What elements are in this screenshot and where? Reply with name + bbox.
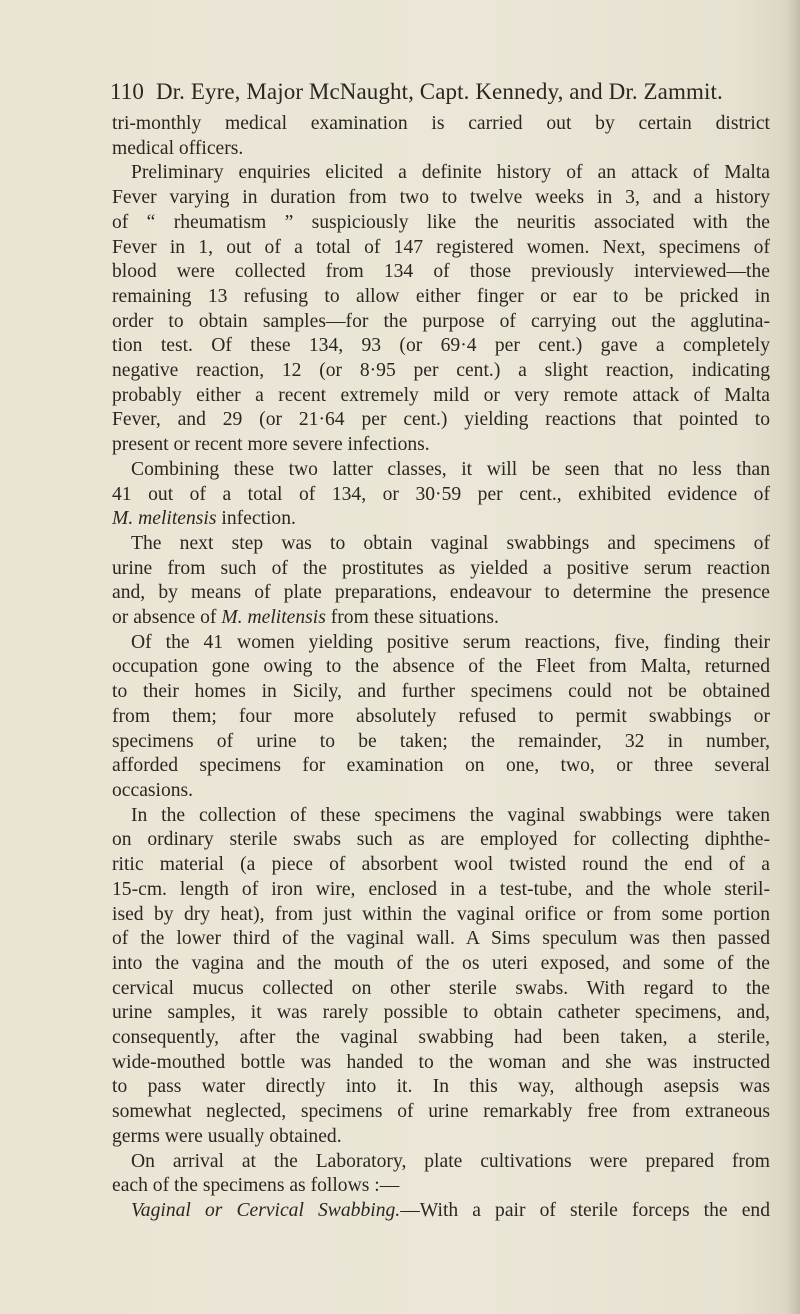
text-segment: present or recent more severe infections. xyxy=(112,434,430,456)
text-segment: to pass water directly into it. In this way, although asepsis was xyxy=(112,1076,770,1098)
text-segment: In the collection of these specimens the vaginal swabbings were taken xyxy=(131,804,770,826)
text-line xyxy=(112,1026,770,1051)
text-line xyxy=(112,384,770,409)
text-segment: from them; four more absolutely refused to permit swabbings or xyxy=(112,705,770,727)
text-segment: remaining 13 refusing to allow either finger or ear to be pricked in xyxy=(112,285,770,307)
text-segment: —With a pair of sterile forceps the end xyxy=(400,1199,770,1221)
text-segment: consequently, after the vaginal swabbing had been taken, a sterile, xyxy=(112,1027,770,1049)
italic-text: M. melitensis xyxy=(112,508,217,530)
text-segment: 15-cm. length of iron wire, enclosed in a test-tube, and the whole steril- xyxy=(112,878,770,900)
text-segment: from these situations. xyxy=(325,607,499,629)
text-segment: Fever in 1, out of a total of 147 registered women. Next, specimens of xyxy=(112,236,770,258)
text-line xyxy=(112,285,770,310)
text-line xyxy=(112,1075,770,1100)
text-segment: On arrival at the Laboratory, plate cultivations were prepared from xyxy=(131,1150,770,1172)
text-segment: or absence of xyxy=(112,607,222,629)
text-line xyxy=(112,1174,770,1199)
text-segment: into the vagina and the mouth of the os uteri exposed, and some of the xyxy=(112,952,770,974)
running-head xyxy=(110,78,770,106)
text-line xyxy=(112,260,770,285)
text-segment: 41 out of a total of 134, or 30·59 per cent., exhibited evidence of xyxy=(112,483,770,505)
text-segment: and, by means of plate preparations, endeavour to determine the presence xyxy=(112,582,770,604)
text-segment: Of the 41 women yielding positive serum reactions, five, finding their xyxy=(131,631,770,653)
text-line xyxy=(112,433,770,458)
text-line xyxy=(112,1150,770,1175)
text-segment: tri-monthly medical examination is carried out by certain district xyxy=(112,113,770,134)
text-line xyxy=(112,655,770,680)
text-line xyxy=(112,1199,770,1224)
text-line xyxy=(112,1051,770,1076)
text-segment: specimens of urine to be taken; the remainder, 32 in number, xyxy=(112,730,770,752)
text-line xyxy=(112,137,770,162)
text-segment: medical officers. xyxy=(112,137,244,159)
text-segment: to their homes in Sicily, and further specimens could not be obtained xyxy=(112,681,770,703)
text-segment: afforded specimens for examination on one, two, or three several xyxy=(112,755,770,777)
text-line xyxy=(112,828,770,853)
text-line xyxy=(112,507,770,532)
text-line xyxy=(112,730,770,755)
text-line xyxy=(112,680,770,705)
text-segment: urine from such of the prostitutes as yielded a positive serum reaction xyxy=(112,557,770,579)
text-segment: Fever varying in duration from two to twelve weeks in 3, and a history xyxy=(112,187,770,209)
text-line xyxy=(112,334,770,359)
text-segment: Combining these two latter classes, it will be seen that no less than xyxy=(131,458,770,480)
italic-text: M. melitensis xyxy=(221,607,326,629)
text-segment: of “ rheumatism ” suspiciously like the neuritis associated with the xyxy=(112,211,770,233)
text-segment: occasions. xyxy=(112,779,194,801)
text-segment: ritic material (a piece of absorbent wool twisted round the end of a xyxy=(112,854,770,876)
text-segment: each of the specimens as follows :— xyxy=(112,1175,400,1197)
page-edge-shadow xyxy=(786,0,800,1314)
running-head-authors: Dr. Eyre, Major McNaught, Capt. Kennedy, and Dr. Zammit. xyxy=(155,79,723,104)
text-line xyxy=(112,952,770,977)
text-segment: urine samples, it was rarely possible to obtain catheter specimens, and, xyxy=(112,1002,770,1024)
text-segment: probably either a recent extremely mild or very remote attack of Malta xyxy=(112,384,770,406)
text-segment: negative reaction, 12 (or 8·95 per cent.) a slight reaction, indicating xyxy=(112,360,770,382)
text-line xyxy=(112,705,770,730)
text-line xyxy=(112,903,770,928)
page-number: 110 xyxy=(110,79,144,104)
text-line xyxy=(112,779,770,804)
text-segment: Fever, and 29 (or 21·64 per cent.) yielding reactions that pointed to xyxy=(112,409,770,431)
text-line xyxy=(112,977,770,1002)
italic-text: Vaginal or Cervical Swabbing. xyxy=(131,1199,401,1221)
text-segment: on ordinary sterile swabs such as are employed for collecting diphthe- xyxy=(112,829,770,851)
text-line xyxy=(112,1001,770,1026)
text-line xyxy=(112,211,770,236)
text-line xyxy=(112,532,770,557)
text-line xyxy=(112,581,770,606)
text-segment: somewhat neglected, specimens of urine remarkably free from extraneous xyxy=(112,1101,770,1123)
text-segment: wide-mouthed bottle was handed to the woman and she was instructed xyxy=(112,1051,770,1073)
text-segment: blood were collected from 134 of those previously interviewed—the xyxy=(112,261,770,283)
text-line xyxy=(112,631,770,656)
text-segment: cervical mucus collected on other sterile swabs. With regard to the xyxy=(112,977,770,999)
text-segment: order to obtain samples—for the purpose of carrying out the agglutina- xyxy=(112,310,770,332)
text-segment: The next step was to obtain vaginal swabbings and specimens of xyxy=(131,532,770,554)
text-line xyxy=(112,804,770,829)
text-line xyxy=(112,458,770,483)
text-line xyxy=(112,1125,770,1150)
text-line xyxy=(112,408,770,433)
text-segment: tion test. Of these 134, 93 (or 69·4 per cent.) gave a completely xyxy=(112,335,770,357)
text-line xyxy=(112,878,770,903)
text-line xyxy=(112,236,770,261)
text-segment: germs were usually obtained. xyxy=(112,1125,342,1147)
text-line xyxy=(112,161,770,186)
text-line xyxy=(112,1100,770,1125)
text-line xyxy=(112,310,770,335)
text-segment: occupation gone owing to the absence of the Fleet from Malta, returned xyxy=(112,656,770,678)
text-line xyxy=(112,557,770,582)
text-segment: infection. xyxy=(216,508,296,530)
text-line xyxy=(112,853,770,878)
text-line xyxy=(112,186,770,211)
text-line xyxy=(112,927,770,952)
text-line xyxy=(112,112,770,137)
text-line xyxy=(112,606,770,631)
text-line xyxy=(112,359,770,384)
text-segment: Preliminary enquiries elicited a definite history of an attack of Malta xyxy=(131,162,770,184)
text-segment: ised by dry heat), from just within the vaginal orifice or from some portion xyxy=(112,903,770,925)
text-line xyxy=(112,483,770,508)
body-text xyxy=(112,112,770,1224)
text-segment: of the lower third of the vaginal wall. A Sims speculum was then passed xyxy=(112,928,770,950)
text-line xyxy=(112,754,770,779)
